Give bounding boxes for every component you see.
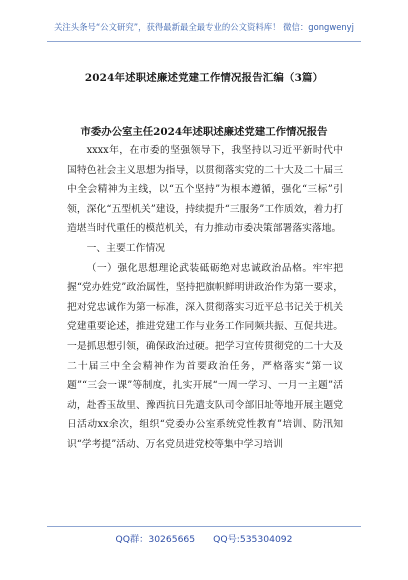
intro-paragraph: xxxx年，在市委的坚强领导下，我坚持以习近平新时代中国特色社会主义思想为指导，以贯彻落实党的二十大及二十届三中全会精神为主线，以“五个坚持”为根本遵循，强化“三标”引领，深化“五型机关”建设，持续提升“三服务”工作质效，着力打造堪当时代重任的模范机关，有力推动市委决策部署落实落地。	[67, 145, 343, 235]
section-heading: 一、主要工作情况	[86, 242, 165, 254]
footer-divider	[47, 526, 361, 527]
body-paragraph: （一）强化思想理论武装砥砺绝对忠诚政治品格。牢牢把握“党办姓党”政治属性，坚持把旗帜鲜明讲政治作为第一要求，把对党忠诚作为第一标准，深入贯彻落实习近平总书记关于机关党建重要论述，推进党建工作与业务工作同频共振、互促共进。一是抓思想引领，确保政治过硬。把学习宣传贯彻党的二十大及二十届三中全会精神作为首要政治任务，严格落实“第一议题”“三会一课”等制度，扎实开展“一周一学习、一月一主题”活动，赴香玉故里、豫西抗日先遣支队司令部旧址等地开展主题党日活动xx余次，组织“党委办公室系统党性教育”培训、防汛知识“学考提”活动、万名党员进党校等集中学习培训	[67, 262, 343, 450]
document-body	[67, 141, 343, 455]
document-title: 2024年述职述廉述党建工作情况报告汇编（3篇）	[84, 72, 324, 84]
footer-qq-group: QQ群：30265665	[115, 534, 196, 545]
header-banner: 关注头条号“公文研究”，获得最新最全最专业的公文资料库！ 微信：gongwenyj	[54, 22, 354, 32]
article-title: 市委办公室主任2024年述职述廉述党建工作情况报告	[80, 126, 328, 138]
footer-qq-number: QQ号:535304092	[213, 534, 293, 545]
header-divider	[47, 41, 361, 42]
footer-contact	[40, 531, 368, 545]
